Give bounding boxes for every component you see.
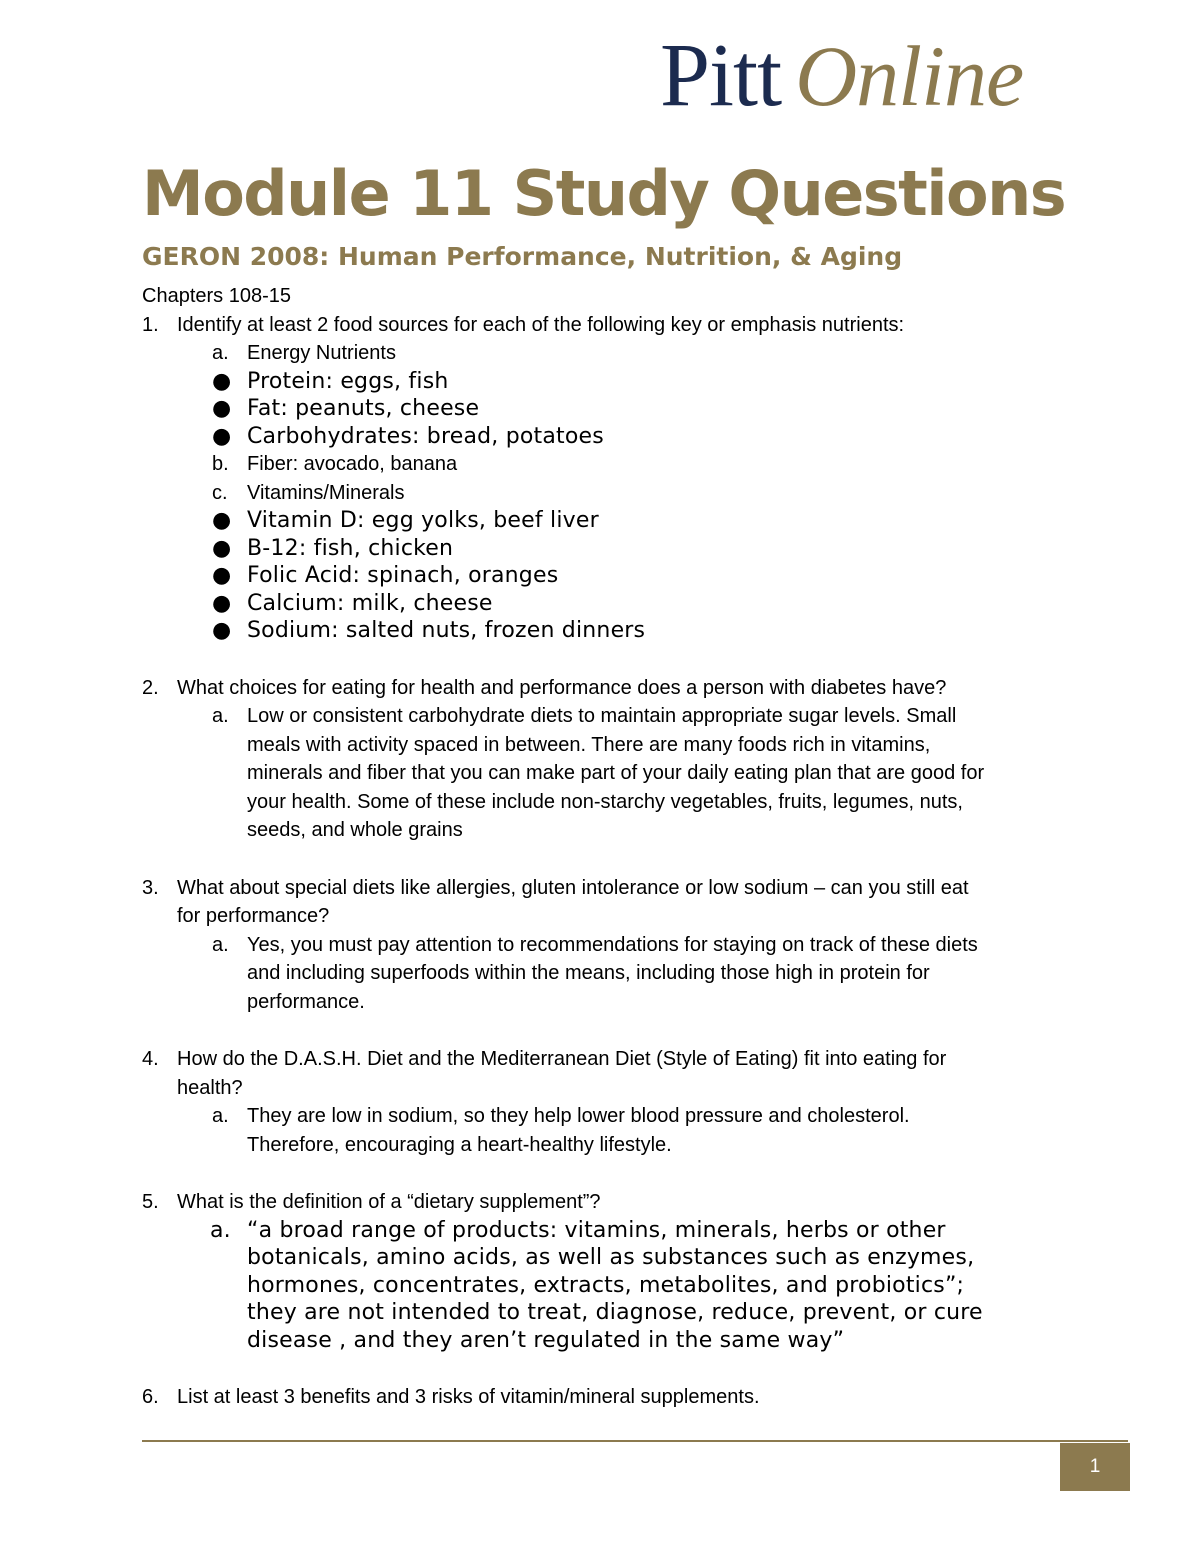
question-text: What choices for eating for health and performance does a person with diabetes have? [177, 676, 947, 699]
course-subtitle: GERON 2008: Human Performance, Nutrition, & Aging [142, 242, 903, 271]
sub-label: c. [212, 481, 228, 504]
page-title: Module 11 Study Questions [142, 157, 1066, 230]
chapters-label: Chapters 108-15 [142, 285, 291, 307]
question-2 [142, 674, 1054, 703]
q1-sub-c [142, 479, 1054, 508]
question-1 [142, 311, 1054, 340]
bullet-icon: ● [212, 368, 232, 394]
question-text: What is the definition of a “dietary supplement”? [177, 1191, 601, 1213]
study-questions [142, 282, 1054, 1412]
answer-line: hormones, concentrates, extracts, metabolites, and probiotics”; [247, 1272, 965, 1298]
list-item [142, 507, 1054, 535]
answer-line [142, 702, 1054, 731]
bullet-text: Carbohydrates: bread, potatoes [247, 423, 604, 449]
answer-line: seeds, and whole grains [247, 819, 463, 841]
bullet-text: Protein: eggs, fish [247, 368, 449, 394]
bullet-text: B-12: fish, chicken [247, 535, 454, 561]
question-number: 2. [142, 676, 159, 699]
question-text: What about special diets like allergies, gluten intolerance or low sodium – can you still eat [177, 876, 969, 899]
answer-text: They are low in sodium, so they help lower blood pressure and cholesterol. [247, 1105, 910, 1127]
question-number: 1. [142, 313, 159, 336]
answer-text: Yes, you must pay attention to recommendations for staying on track of these diets [247, 933, 978, 956]
list-item [142, 423, 1054, 451]
question-number: 6. [142, 1386, 159, 1408]
answer-line: and including superfoods within the means, including those high in protein for [247, 962, 930, 984]
question-text: How do the D.A.S.H. Diet and the Mediterranean Diet (Style of Eating) fit into eating for [177, 1048, 947, 1070]
page-number: 1 [1060, 1443, 1130, 1491]
q1-sub-a [142, 339, 1054, 368]
question-number: 3. [142, 876, 159, 899]
bullet-text: Calcium: milk, cheese [247, 590, 493, 616]
answer-line: they are not intended to treat, diagnose, reduce, prevent, or cure [247, 1300, 983, 1325]
answer-line: your health. Some of these include non-starchy vegetables, fruits, legumes, nuts, [247, 790, 963, 813]
bullet-icon: ● [212, 423, 232, 449]
list-item [142, 590, 1054, 618]
sub-text: Energy Nutrients [247, 342, 396, 364]
q1-sub-b [142, 450, 1054, 479]
bullet-text: Sodium: salted nuts, frozen dinners [247, 618, 646, 643]
answer-line: minerals and fiber that you can make part of your daily eating plan that are good for [247, 762, 985, 784]
bullet-icon: ● [212, 396, 232, 421]
answer-line [142, 931, 1054, 960]
question-text-continued: health? [177, 1076, 243, 1099]
list-item [142, 617, 1054, 645]
logo-online-text: Online [795, 28, 1024, 124]
question-6 [142, 1383, 1054, 1412]
list-item [142, 535, 1054, 563]
answer-line: meals with activity spaced in between. There are many foods rich in vitamins, [247, 733, 931, 756]
footer-divider [142, 1440, 1128, 1442]
answer-line [142, 1102, 1054, 1131]
sub-text: Vitamins/Minerals [247, 481, 405, 504]
list-item [142, 562, 1054, 590]
bullet-text: Folic Acid: spinach, oranges [247, 563, 559, 588]
sub-label: b. [212, 453, 229, 475]
bullet-icon: ● [212, 508, 232, 533]
answer-text: “a broad range of products: vitamins, minerals, herbs or other [247, 1217, 946, 1243]
question-text: Identify at least 2 food sources for each of the following key or emphasis nutrients: [177, 313, 905, 336]
answer-line [142, 1217, 1054, 1245]
answer-line: disease , and they aren’t regulated in the same way” [247, 1327, 845, 1353]
question-5 [142, 1188, 1054, 1217]
question-4 [142, 1045, 1054, 1074]
bullet-text: Fat: peanuts, cheese [247, 396, 480, 421]
sub-label: a. [212, 933, 229, 956]
list-item [142, 395, 1054, 423]
logo-pitt-text: Pitt [660, 26, 782, 125]
bullet-icon: ● [212, 563, 232, 588]
question-text: List at least 3 benefits and 3 risks of vitamin/mineral supplements. [177, 1386, 760, 1408]
list-item [142, 368, 1054, 396]
bullet-icon: ● [212, 590, 232, 616]
sub-text: Fiber: avocado, banana [247, 453, 458, 475]
question-number: 5. [142, 1191, 159, 1213]
sub-label: a. [212, 342, 229, 364]
bullet-icon: ● [212, 535, 232, 561]
sub-label: a. [210, 1217, 231, 1243]
pitt-online-logo [660, 28, 1023, 124]
question-number: 4. [142, 1048, 159, 1070]
answer-line: botanicals, amino acids, as well as substances such as enzymes, [247, 1245, 975, 1270]
bullet-text: Vitamin D: egg yolks, beef liver [247, 508, 599, 533]
question-3 [142, 874, 1054, 903]
answer-line: performance. [247, 990, 365, 1013]
bullet-icon: ● [212, 618, 232, 643]
question-text-continued: for performance? [177, 905, 330, 927]
sub-label: a. [212, 705, 229, 727]
answer-line: Therefore, encouraging a heart-healthy lifestyle. [247, 1133, 672, 1156]
sub-label: a. [212, 1105, 229, 1127]
answer-text: Low or consistent carbohydrate diets to maintain appropriate sugar levels. Small [247, 705, 957, 727]
